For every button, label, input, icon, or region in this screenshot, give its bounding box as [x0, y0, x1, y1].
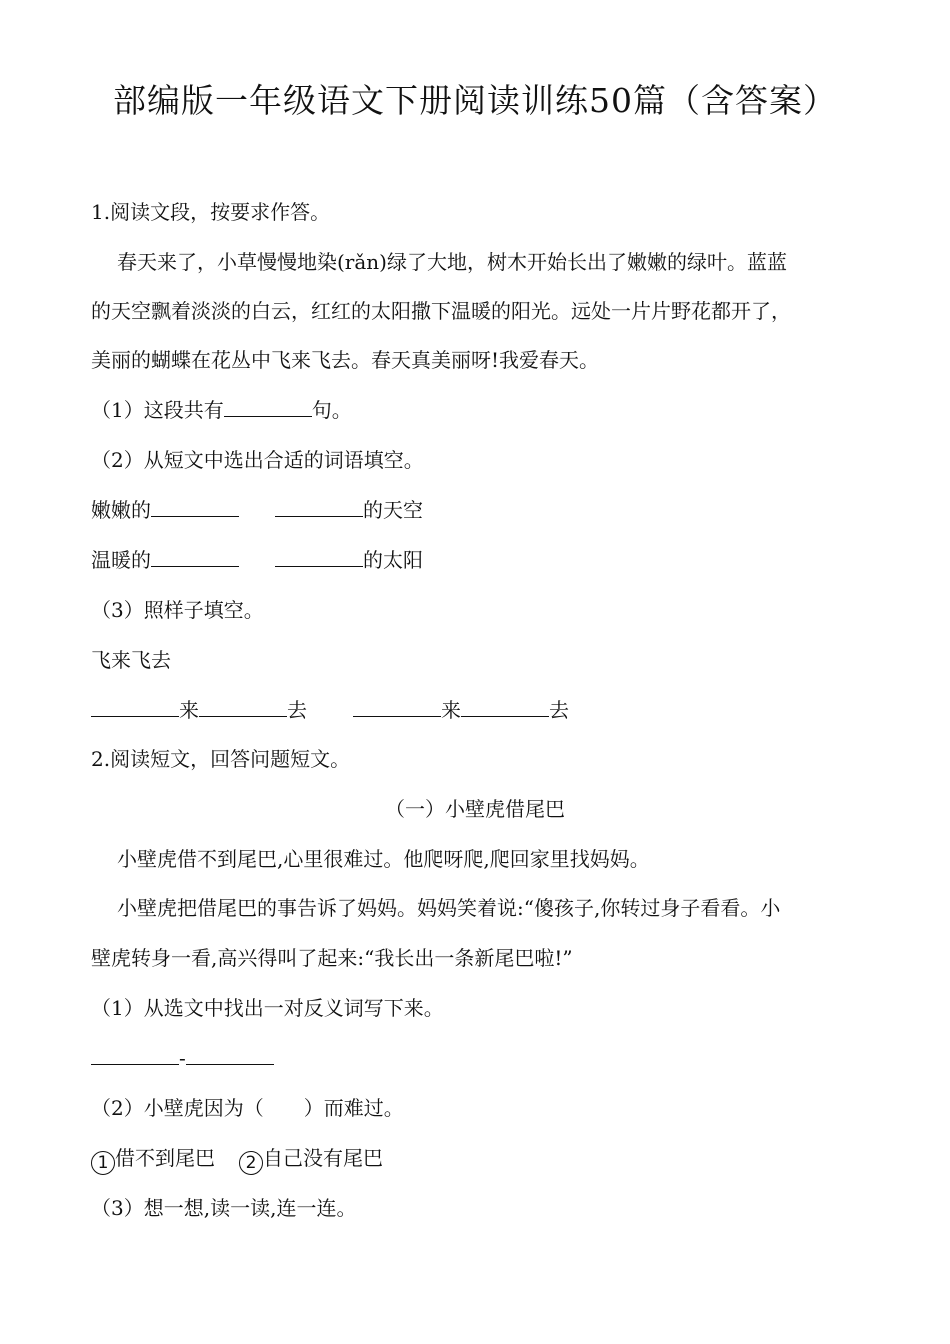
page-title: 部编版一年级语文下册阅读训练50篇（含答案）: [113, 81, 837, 120]
answer-blank[interactable]: [224, 396, 312, 417]
q2-sub3: （3）想一想,读一读,连一连。: [91, 1196, 357, 1220]
answer-blank[interactable]: [91, 696, 179, 717]
q2-story-title: （一）小壁虎借尾巴: [385, 797, 565, 821]
q1-sub3: （3）照样子填空。: [91, 598, 264, 622]
option-text[interactable]: 借不到尾巴: [115, 1146, 215, 1170]
q1-passage-line: 春天来了，小草慢慢地染(rǎn)绿了大地，树木开始长出了嫩嫩的绿叶。蓝蓝: [117, 250, 787, 274]
q2-passage-line: 小壁虎把借尾巴的事告诉了妈妈。妈妈笑着说:“傻孩子,你转过身子看看。小: [117, 896, 781, 920]
answer-blank[interactable]: [275, 546, 363, 567]
answer-blank[interactable]: [199, 696, 287, 717]
option-number-circle: 2: [239, 1151, 263, 1175]
q2-passage-line: 小壁虎借不到尾巴,心里很难过。他爬呀爬,爬回家里找妈妈。: [117, 847, 650, 871]
q1-pattern-row: [91, 695, 569, 725]
pattern-qu: 去: [287, 698, 307, 722]
pattern-qu: 去: [549, 698, 569, 722]
q2-sub1: （1）从选文中找出一对反义词写下来。: [91, 996, 444, 1020]
q1-sub2: （2）从短文中选出合适的词语填空。: [91, 448, 424, 472]
answer-blank[interactable]: [91, 1044, 179, 1065]
answer-blank[interactable]: [353, 696, 441, 717]
fill-label: 的天空: [363, 498, 423, 522]
antonym-dash: -: [179, 1046, 186, 1070]
q2-heading: 2.阅读短文，回答问题短文。: [91, 747, 351, 771]
answer-blank[interactable]: [151, 546, 239, 567]
q1-passage-line: 美丽的蝴蝶在花丛中飞来飞去。春天真美丽呀!我爱春天。: [91, 348, 600, 372]
q1-sub1-suffix: 句。: [311, 398, 352, 422]
option-text[interactable]: 自己没有尾巴: [263, 1146, 383, 1170]
answer-blank[interactable]: [151, 496, 239, 517]
answer-blank[interactable]: [275, 496, 363, 517]
q1-sub1-prefix: （1）这段共有: [91, 398, 224, 422]
q1-heading: 1.阅读文段，按要求作答。: [91, 200, 331, 224]
answer-blank[interactable]: [461, 696, 549, 717]
answer-blank[interactable]: [186, 1044, 274, 1065]
q2-passage-line: 壁虎转身一看,高兴得叫了起来:“我长出一条新尾巴啦!”: [91, 946, 573, 970]
fill-label: 温暖的: [91, 548, 151, 572]
pattern-lai: 来: [441, 698, 461, 722]
pattern-lai: 来: [179, 698, 199, 722]
q1-sub1: [91, 395, 352, 425]
q1-passage-line: 的天空飘着淡淡的白云，红红的太阳撒下温暖的阳光。远处一片片野花都开了，: [91, 299, 791, 323]
q1-fill-row: [91, 545, 423, 575]
q1-fill-row: [91, 495, 423, 525]
q2-antonym-row: [91, 1043, 274, 1073]
q2-sub2: （2）小壁虎因为（ ）而难过。: [91, 1096, 404, 1120]
q2-options-row: [91, 1143, 383, 1175]
fill-label: 的太阳: [363, 548, 423, 572]
option-number-circle: 1: [91, 1151, 115, 1175]
fill-label: 嫩嫩的: [91, 498, 151, 522]
q1-example: 飞来飞去: [91, 648, 171, 672]
